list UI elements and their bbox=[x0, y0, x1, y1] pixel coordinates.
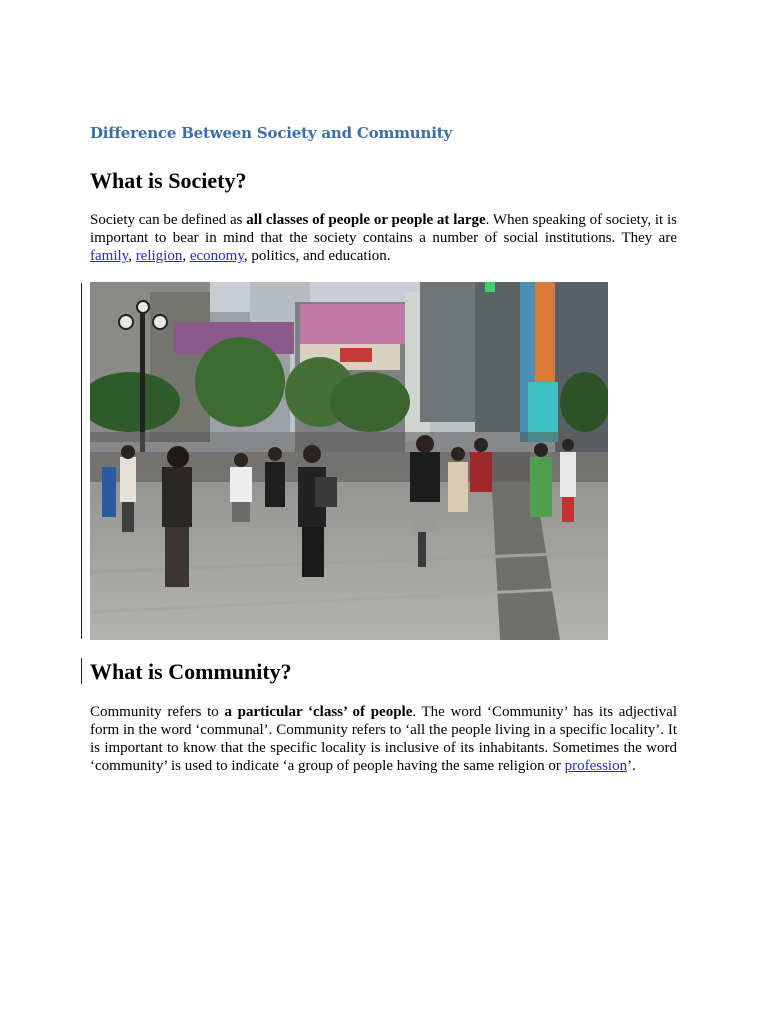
society-text-2: . When speaking of society, it is important to bear in mind that the society contains a number of social institutions. They are bbox=[90, 212, 677, 246]
link-profession[interactable]: profession bbox=[564, 758, 628, 774]
society-text-3: , politics, and education. bbox=[243, 248, 391, 264]
community-bold-definition: a particular ‘class’ of people bbox=[224, 704, 413, 720]
street-crowd-photo bbox=[90, 282, 608, 640]
society-bold-definition: all classes of people or people at large bbox=[246, 212, 486, 228]
link-family[interactable]: family bbox=[90, 248, 129, 264]
society-paragraph bbox=[90, 211, 677, 265]
community-paragraph bbox=[90, 703, 677, 775]
heading-what-is-community: What is Community? bbox=[90, 659, 292, 684]
separator: , bbox=[128, 248, 136, 264]
separator: , bbox=[182, 248, 190, 264]
link-religion[interactable]: religion bbox=[135, 248, 183, 264]
heading-what-is-society: What is Society? bbox=[90, 168, 247, 193]
community-text-1: Community refers to bbox=[90, 704, 225, 720]
change-bar bbox=[81, 658, 82, 684]
community-text-2: . The word ‘Community’ has its adjectival form in the word ‘communal’. Community refers to ‘all the people living in a specific locality’. It is important to know that the specific locality is inclusive of its inhabitants. Sometimes the word ‘community’ is used to indicate ‘a group of people having the same religion or bbox=[90, 704, 677, 774]
document-title: Difference Between Society and Community bbox=[90, 124, 452, 142]
society-text-1: Society can be defined as bbox=[90, 212, 247, 228]
change-bar bbox=[81, 283, 82, 639]
community-text-3: ’. bbox=[627, 758, 636, 774]
link-economy[interactable]: economy bbox=[189, 248, 244, 264]
